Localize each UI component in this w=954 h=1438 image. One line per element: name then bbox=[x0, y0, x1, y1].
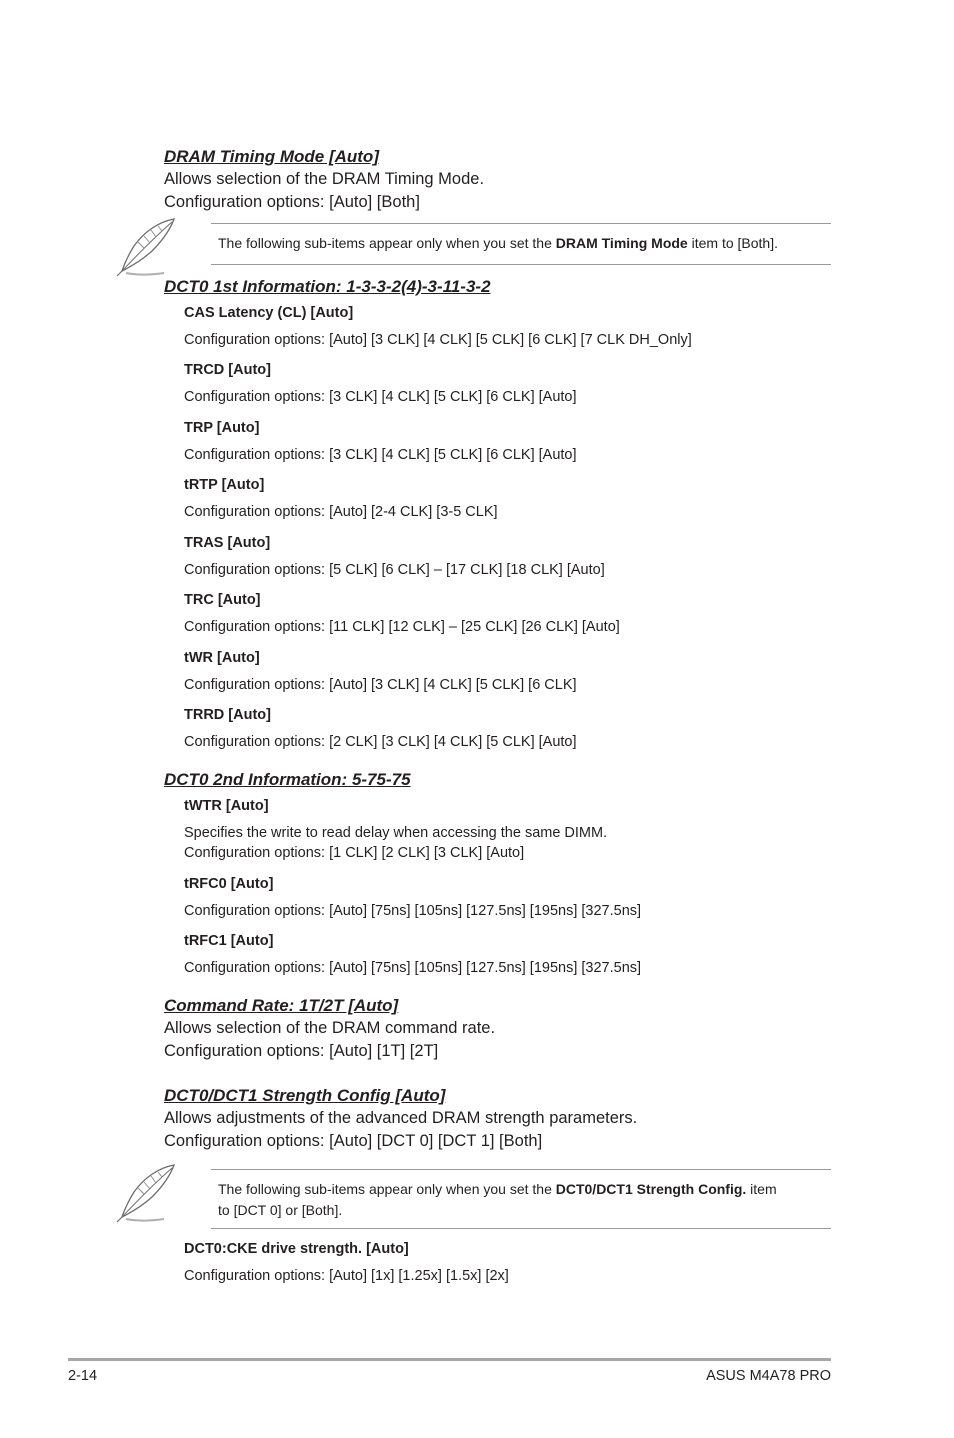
twtr-description: Specifies the write to read delay when accessing the same DIMM. bbox=[184, 825, 608, 841]
dct0-1st-info-heading: DCT0 1st Information: 1-3-3-2(4)-3-11-3-2 bbox=[164, 277, 491, 296]
feather-note-icon bbox=[114, 1162, 180, 1224]
cas-latency-item: CAS Latency (CL) [Auto] bbox=[184, 305, 354, 321]
twtr-item: tWTR [Auto] bbox=[184, 798, 269, 814]
note-top-rule bbox=[211, 223, 831, 224]
twr-item: tWR [Auto] bbox=[184, 650, 260, 666]
trfc1-item: tRFC1 [Auto] bbox=[184, 933, 274, 949]
command-rate-options: Configuration options: [Auto] [1T] [2T] bbox=[164, 1042, 439, 1060]
trcd-options: Configuration options: [3 CLK] [4 CLK] [5 CLK] [6 CLK] [Auto] bbox=[184, 389, 577, 405]
page-number: 2-14 bbox=[68, 1368, 98, 1384]
trrd-item: TRRD [Auto] bbox=[184, 707, 271, 723]
cke-drive-strength-options: Configuration options: [Auto] [1x] [1.25x] [1.5x] [2x] bbox=[184, 1268, 509, 1284]
note-bottom-rule bbox=[211, 1228, 831, 1229]
dram-timing-mode-heading: DRAM Timing Mode [Auto] bbox=[164, 147, 379, 166]
cke-drive-strength-item: DCT0:CKE drive strength. [Auto] bbox=[184, 1241, 409, 1257]
trtp-options: Configuration options: [Auto] [2-4 CLK] [3-5 CLK] bbox=[184, 504, 498, 520]
strength-config-note-line2: to [DCT 0] or [Both]. bbox=[218, 1202, 343, 1218]
feather-note-icon bbox=[114, 216, 180, 278]
tras-item: TRAS [Auto] bbox=[184, 535, 271, 551]
trfc0-item: tRFC0 [Auto] bbox=[184, 876, 274, 892]
trtp-item: tRTP [Auto] bbox=[184, 477, 265, 493]
trfc1-options: Configuration options: [Auto] [75ns] [105ns] [127.5ns] [195ns] [327.5ns] bbox=[184, 960, 642, 976]
strength-config-description: Allows adjustments of the advanced DRAM strength parameters. bbox=[164, 1109, 638, 1127]
dram-timing-note: The following sub-items appear only when you set the DRAM Timing Mode item to [Both]. bbox=[218, 235, 778, 251]
footer-rule bbox=[68, 1358, 831, 1361]
strength-config-note-line1: The following sub-items appear only when you set the DCT0/DCT1 Strength Config. item bbox=[218, 1181, 777, 1197]
dram-timing-mode-options: Configuration options: [Auto] [Both] bbox=[164, 193, 420, 211]
trfc0-options: Configuration options: [Auto] [75ns] [105ns] [127.5ns] [195ns] [327.5ns] bbox=[184, 903, 642, 919]
trcd-item: TRCD [Auto] bbox=[184, 362, 271, 378]
trp-options: Configuration options: [3 CLK] [4 CLK] [5 CLK] [6 CLK] [Auto] bbox=[184, 447, 577, 463]
dct0-2nd-info-heading: DCT0 2nd Information: 5-75-75 bbox=[164, 770, 411, 789]
twtr-options: Configuration options: [1 CLK] [2 CLK] [3 CLK] [Auto] bbox=[184, 845, 525, 861]
command-rate-description: Allows selection of the DRAM command rate. bbox=[164, 1019, 496, 1037]
command-rate-heading: Command Rate: 1T/2T [Auto] bbox=[164, 996, 399, 1015]
tras-options: Configuration options: [5 CLK] [6 CLK] – [17 CLK] [18 CLK] [Auto] bbox=[184, 562, 605, 578]
cas-latency-options: Configuration options: [Auto] [3 CLK] [4 CLK] [5 CLK] [6 CLK] [7 CLK DH_Only] bbox=[184, 332, 692, 348]
trrd-options: Configuration options: [2 CLK] [3 CLK] [4 CLK] [5 CLK] [Auto] bbox=[184, 734, 577, 750]
twr-options: Configuration options: [Auto] [3 CLK] [4 CLK] [5 CLK] [6 CLK] bbox=[184, 677, 577, 693]
product-name: ASUS M4A78 PRO bbox=[706, 1368, 831, 1384]
trc-options: Configuration options: [11 CLK] [12 CLK] – [25 CLK] [26 CLK] [Auto] bbox=[184, 619, 620, 635]
strength-config-options: Configuration options: [Auto] [DCT 0] [DCT 1] [Both] bbox=[164, 1132, 543, 1150]
dram-timing-mode-description: Allows selection of the DRAM Timing Mode. bbox=[164, 170, 485, 188]
note-top-rule bbox=[211, 1169, 831, 1170]
trc-item: TRC [Auto] bbox=[184, 592, 261, 608]
note-bottom-rule bbox=[211, 264, 831, 265]
trp-item: TRP [Auto] bbox=[184, 420, 260, 436]
strength-config-heading: DCT0/DCT1 Strength Config [Auto] bbox=[164, 1086, 446, 1105]
